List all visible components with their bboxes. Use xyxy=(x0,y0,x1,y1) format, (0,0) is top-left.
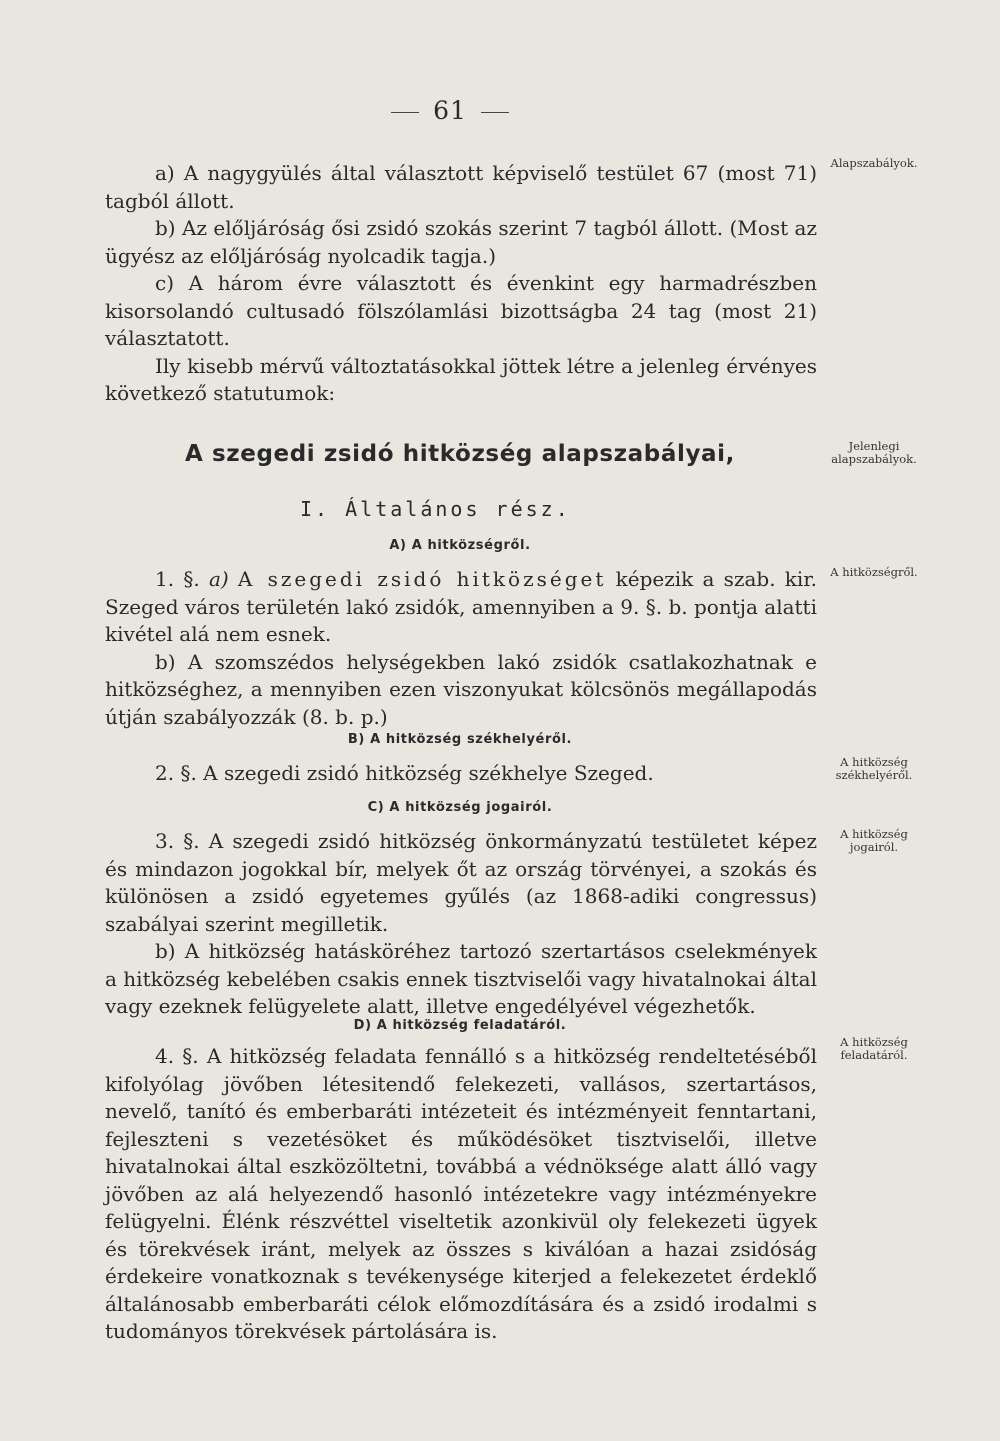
paragraph-4 xyxy=(105,1043,817,1346)
intro-block xyxy=(105,160,817,408)
margin-note-jogairol: A hitközség jogairól. xyxy=(840,827,908,854)
paragraph-3-a: 3. §. A szegedi zsidó hitközség önkormányzatú testületet képez és mindazon jogokkal bír, melyek őt az ország törvényei, a szokás és különösen a zsidó egyetemes gyűlés (az 1868-adiki congressus) szabályai szerint megilletik. xyxy=(105,829,817,936)
intro-paragraph-d: Ily kisebb mérvű változtatásokkal jöttek létre a jelenleg érvényes következő statutumok: xyxy=(105,353,817,405)
section-heading-d: D) A hitközség feladatáról. xyxy=(353,1018,567,1033)
paragraph-1-letter: a) xyxy=(208,567,229,591)
margin-note-alapszabalyok: Alapszabályok. xyxy=(830,156,918,170)
intro-paragraph-b: b) Az előljáróság ősi zsidó szokás szerint 7 tagból állott. (Most az ügyész az előljáróság nyolcadik tagja.) xyxy=(105,216,817,268)
page-number xyxy=(0,96,900,125)
margin-note-hitkozsegrol: A hitközségről. xyxy=(830,565,918,579)
dash-left xyxy=(391,112,419,113)
paragraph-1-rest: képezik a szab. kir. Szeged város területén lakó zsidók, amennyiben a 9. §. b. pontja alatti kivétel alá nem esnek. xyxy=(105,567,818,646)
paragraph-4-text: 4. §. A hitközség feladata fennálló s a hitközség rendeltetéséből kifolyólag jövőben létesitendő felekezeti, vallásos, szertartásos, nevelő, tanító és emberbaráti intézeteit és intézményeit fenntartani, fejleszteni s vezetésöket és működésöket tisztviselői, illetve hivatalnokai által eszközöltetni, továbbá a védnöksége alatt álló vagy jövőben az alá helyezendő hasonló intézetekre vagy intézményekre felügyelni. Élénk részvéttel viseltetik azonkivül oly felekezeti ügyek és törekvések iránt, melyek az összes s kiválóan a hazai zsidóság érdekeire vonatkoznak s tevékenysége kiterjed a felekezetet érdeklő általánosabb emberbaráti célok előmozdítására és a zsidó irodalmi s tudományos törekvések pártolására is. xyxy=(105,1044,817,1343)
margin-note-jelenlegi: Jelenlegi alapszabályok. xyxy=(831,439,917,466)
main-title: A szegedi zsidó hitközség alapszabályai, xyxy=(184,441,735,467)
paragraph-1 xyxy=(105,566,817,731)
intro-paragraph-c: c) A három évre választott és évenkint egy harmadrészben kisorsolandó cultusadó fölszólamlási bizottságba 24 tag (most 21) választatott. xyxy=(105,271,817,350)
section-heading-c: C) A hitközség jogairól. xyxy=(367,800,553,815)
paragraph-1-spaced: A szegedi zsidó hitközséget xyxy=(237,567,607,591)
dash-right xyxy=(481,112,509,113)
paragraph-3 xyxy=(105,828,817,1021)
section-heading-b: B) A hitközség székhelyéről. xyxy=(347,732,573,747)
paragraph-2-text: 2. §. A szegedi zsidó hitközség székhelye Szeged. xyxy=(155,761,654,785)
paragraph-1-number: 1. §. xyxy=(155,567,200,591)
part-title: I. Általános rész. xyxy=(300,497,571,521)
paragraph-1-a xyxy=(105,566,817,649)
section-heading-a: A) A hitközségről. xyxy=(389,538,531,553)
margin-note-feladatarol: A hitközség feladatáról. xyxy=(840,1035,908,1062)
intro-paragraph-a: a) A nagygyülés által választott képviselő testület 67 (most 71) tagból állott. xyxy=(105,161,817,213)
paragraph-3-b: b) A hitközség hatásköréhez tartozó szertartásos cselekmények a hitközség kebelében csakis ennek tisztviselői vagy hivatalnokai által vagy ezeknek felügyelete alatt, illetve engedélyével végezhetők. xyxy=(105,939,817,1018)
paragraph-1-b: b) A szomszédos helységekben lakó zsidók csatlakozhatnak e hitközséghez, a mennyiben ezen viszonyukat kölcsönös megállapodás útján szabályozzák (8. b. p.) xyxy=(105,649,817,729)
page-number-text: 61 xyxy=(433,96,467,125)
margin-note-szekhelyerol: A hitközség székhelyéről. xyxy=(835,755,913,782)
paragraph-2 xyxy=(105,760,817,788)
